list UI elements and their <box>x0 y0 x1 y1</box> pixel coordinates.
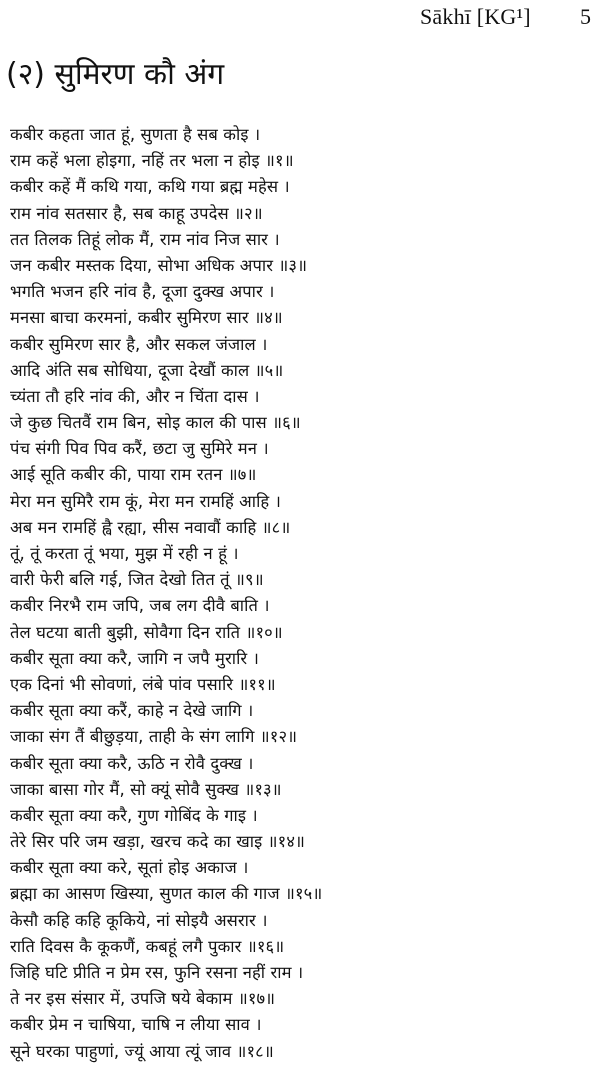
verse-line: कबीर प्रेम न चाषिया, चाषि न लीया साव । <box>10 1015 262 1035</box>
verse-line: जे कुछ चितवैं राम बिन, सोइ काल की पास ॥६॥ <box>10 413 301 433</box>
verse-line: जाका बासा गोर मैं, सो क्यूं सोवै सुक्ख ॥१३॥ <box>10 779 282 799</box>
verse-line: तत तिलक तिहूं लोक मैं, राम नांव निज सार । <box>10 229 280 249</box>
verse-line: कबीर सुमिरण सार है, और सकल जंजाल । <box>10 334 268 354</box>
chapter-title: (२) सुमिरण कौ अंग <box>6 57 225 92</box>
page-number: 5 <box>580 4 591 29</box>
verse-line: कबीर कहें मैं कथि गया, कथि गया ब्रह्म महेस । <box>10 177 290 197</box>
verse-line: कबीर सूता क्या करै, जागि न जपै मुरारि । <box>10 648 259 668</box>
verse-list <box>10 122 595 1065</box>
verse-line: कबीर सूता क्या करैं, काहे न देखे जागि । <box>10 701 254 721</box>
verse-line: राति दिवस कै कूकणैं, कबहूं लगै पुकार ॥१६॥ <box>10 936 285 956</box>
verse-line: जाका संग तैं बीछुड़या, ताही के संग लागि ॥१२॥ <box>10 727 298 747</box>
verse-line: मेरा मन सुमिरै राम कूं, मेरा मन रामहिं आहि । <box>10 491 281 511</box>
verse-line: जन कबीर मस्तक दिया, सोभा अधिक अपार ॥३॥ <box>10 255 308 275</box>
verse-line: भगति भजन हरि नांव है, दूजा दुक्ख अपार । <box>10 282 275 302</box>
verse-line: कबीर सूता क्या करै, ऊठि न रोवै दुक्ख । <box>10 753 254 773</box>
verse-line: राम कहें भला होइगा, नहिं तर भला न होइ ॥१॥ <box>10 151 294 171</box>
verse-line: कबीर सूता क्या करै, गुण गोबिंद के गाइ । <box>10 805 258 825</box>
verse-line: मनसा बाचा करमनां, कबीर सुमिरण सार ॥४॥ <box>10 308 283 328</box>
verse-line: आदि अंति सब सोधिया, दूजा देखौं काल ॥५॥ <box>10 360 284 380</box>
verse-line: ब्रह्मा का आसण खिस्या, सुणत काल की गाज ॥१५॥ <box>10 884 323 904</box>
verse-line: कबीर कहता जात हूं, सुणता है सब कोइ । <box>10 125 261 144</box>
verse-line: अब मन रामहिं ह्वै रह्या, सीस नवावौं काहि ॥८॥ <box>10 517 291 537</box>
verse-line: आई सूति कबीर की, पाया राम रतन ॥७॥ <box>10 465 257 485</box>
verse-line: राम नांव सतसार है, सब काहू उपदेस ॥२॥ <box>10 203 263 223</box>
verse-line: सूने घरका पाहुणां, ज्यूं आया त्यूं जाव ॥१८॥ <box>10 1041 274 1061</box>
verse-line: वारी फेरी बलि गई, जित देखो तित तूं ॥९॥ <box>10 570 264 590</box>
verse-line: कबीर निरभै राम जपि, जब लग दीवै बाति । <box>10 596 270 616</box>
running-head: Sākhī [KG¹] <box>420 4 531 29</box>
verse-line: च्यंता तौ हरि नांव की, और न चिंता दास । <box>10 386 260 406</box>
verse-line: तेल घटया बाती बुझी, सोवैगा दिन राति ॥१०॥ <box>10 622 283 642</box>
verse-line: जिहि घटि प्रीति न प्रेम रस, फुनि रसना नहीं राम । <box>10 963 304 982</box>
verse-line: एक दिनां भी सोवणां, लंबे पांव पसारि ॥११॥ <box>10 674 276 694</box>
verse-line: ते नर इस संसार में, उपजि षये बेकाम ॥१७॥ <box>10 989 276 1009</box>
verse-line: कबीर सूता क्या करे, सूतां होइ अकाज । <box>10 858 249 878</box>
verse-line: केसौ कहि कहि कूकिये, नां सोइयै असरार । <box>10 910 268 930</box>
verse-line: तूं, तूं करता तूं भया, मुझ में रही न हूं । <box>10 544 239 563</box>
verse-line: पंच संगी पिव पिव करैं, छटा जु सुमिरे मन । <box>10 439 269 459</box>
verse-line: तेरे सिर परि जम खड़ा, खरच कदे का खाइ ॥१४॥ <box>10 832 305 852</box>
